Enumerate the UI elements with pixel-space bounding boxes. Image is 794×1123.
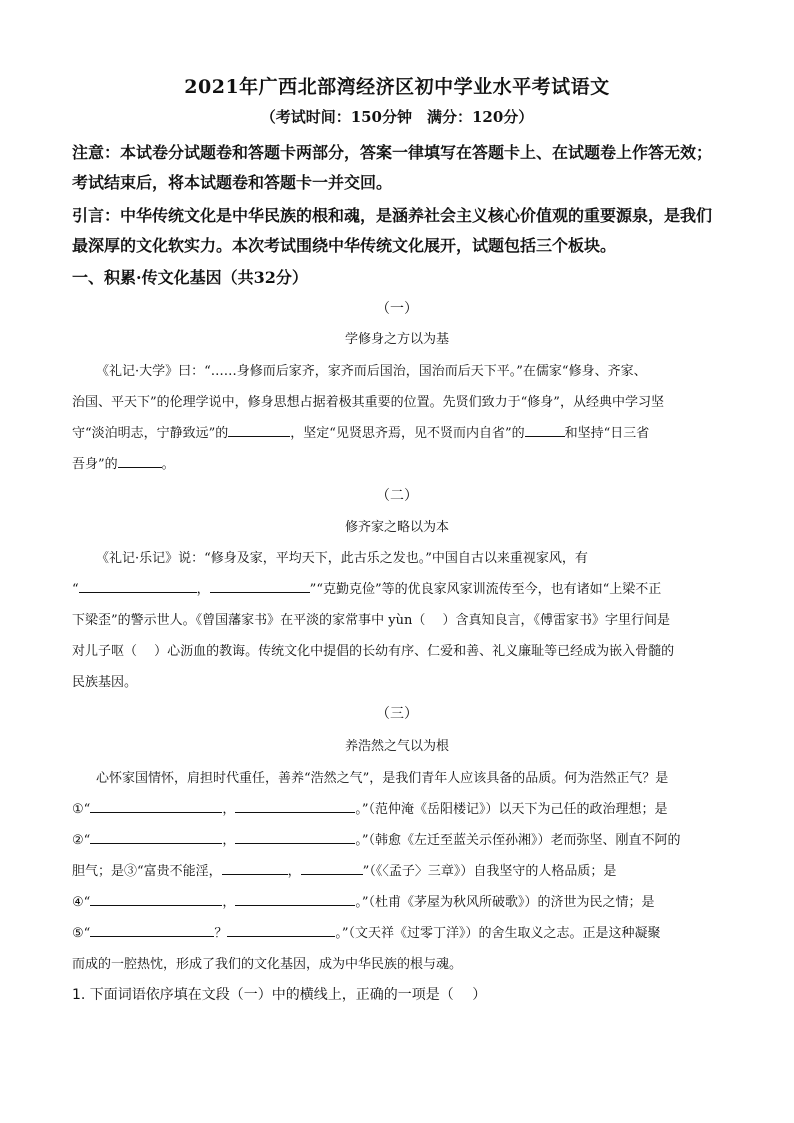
- blank: [235, 799, 355, 813]
- section-1-line-4: 吾身”的 。: [72, 453, 732, 472]
- section-2-line-5: 民族基因。: [72, 675, 138, 690]
- section-3-line-4: 胆气；是③“富贵不能淫， ， ”（《〈孟子〉三章》）自我坚守的人格品质；是: [72, 860, 732, 879]
- blank: [235, 830, 355, 844]
- section-3-line-5: ④“ ， 。”（杜甫《茅屋为秋风所破歌》）的济世为民之情；是: [72, 891, 732, 910]
- section-2-line-2: “ ， ”“克勤克俭”等的优良家风家训流传至今，也有诸如“上梁不正: [72, 578, 732, 597]
- intro-line-1: 引言：中华传统文化是中华民族的根和魂，是涵养社会主义核心价值观的重要源泉，是我们: [72, 206, 713, 225]
- section-3-line-3: ②“ ， 。”（韩愈《左迁至蓝关示侄孙湘》）老而弥坚、刚直不阿的: [72, 829, 732, 848]
- blank: [228, 423, 290, 437]
- section-3-title: 养浩然之气以为根: [344, 739, 449, 754]
- section-2-line-4: 对儿子呕（ ）心沥血的教诲。传统文化中提倡的长幼有序、仁爱和善、礼义廉耻等已经成为嵌入骨髓的: [72, 644, 675, 659]
- notice-line-2: 考试结束后，将本试题卷和答题卡一并交回。: [72, 173, 393, 192]
- intro-line-2: 最深厚的文化软实力。本次考试围绕中华传统文化展开，试题包括三个板块。: [72, 236, 617, 255]
- blank: [118, 454, 162, 468]
- notice-line-1: 注意：本试卷分试题卷和答题卡两部分，答案一律填写在答题卡上、在试题卷上作答无效；: [72, 143, 713, 162]
- blank: [210, 579, 310, 593]
- exam-time-info: （考试时间：150分钟 满分：120分）: [260, 108, 534, 126]
- part-one-heading: 一、积累·传文化基因（共32分）: [72, 268, 308, 287]
- section-3-number: （三）: [376, 706, 418, 722]
- blank: [90, 923, 214, 937]
- blank: [227, 923, 335, 937]
- section-2-line-1: 《礼记·乐记》说：“修身及家，平均天下，此古乐之发也。”中国自古以来重视家风，有: [96, 551, 588, 566]
- section-3-line-2: ①“ ， 。”（范仲淹《岳阳楼记》）以天下为己任的政治理想；是: [72, 798, 732, 817]
- blank: [301, 861, 363, 875]
- question-1-stem: 1. 下面词语依序填在文段（一）中的横线上，正确的一项是（ ）: [72, 987, 487, 1003]
- section-1-line-3: 守“淡泊明志，宁静致远”的 ，坚定“见贤思齐焉，见不贤而内自省”的 和坚持“日三省: [72, 422, 732, 441]
- blank: [90, 799, 222, 813]
- blank: [235, 892, 355, 906]
- section-1-number: （一）: [376, 301, 418, 317]
- blank: [90, 892, 222, 906]
- blank: [79, 579, 197, 593]
- section-2-number: （二）: [376, 488, 418, 504]
- section-1-title: 学修身之方以为基: [344, 332, 449, 347]
- section-2-line-3: 下梁歪”的警示世人。《曾国藩家书》在平淡的家常事中 yùn（ ）含真知良言，《傅雷家书》字里行间是: [72, 613, 671, 628]
- section-3-line-1: 心怀家国情怀，肩担时代重任，善养“浩然之气”，是我们青年人应该具备的品质。何为浩然正气？是: [96, 771, 669, 786]
- section-1-line-2: 治国、平天下”的伦理学说中，修身思想占据着极其重要的位置。先贤们致力于“修身”，从经典中学习坚: [72, 395, 664, 410]
- blank: [90, 830, 222, 844]
- section-3-line-6: ⑤“ ？ 。”（文天祥《过零丁洋》）的舍生取义之志。正是这种凝聚: [72, 922, 732, 941]
- section-1-line-1: 《礼记·大学》曰：“……身修而后家齐，家齐而后国治，国治而后天下平。”在儒家“修身、齐家、: [96, 364, 647, 379]
- page-title: 2021年广西北部湾经济区初中学业水平考试语文: [184, 76, 610, 98]
- section-3-line-7: 而成的一腔热忱，形成了我们的文化基因，成为中华民族的根与魂。: [72, 957, 463, 972]
- blank: [222, 861, 288, 875]
- section-2-title: 修齐家之略以为本: [344, 520, 449, 535]
- blank: [525, 423, 565, 437]
